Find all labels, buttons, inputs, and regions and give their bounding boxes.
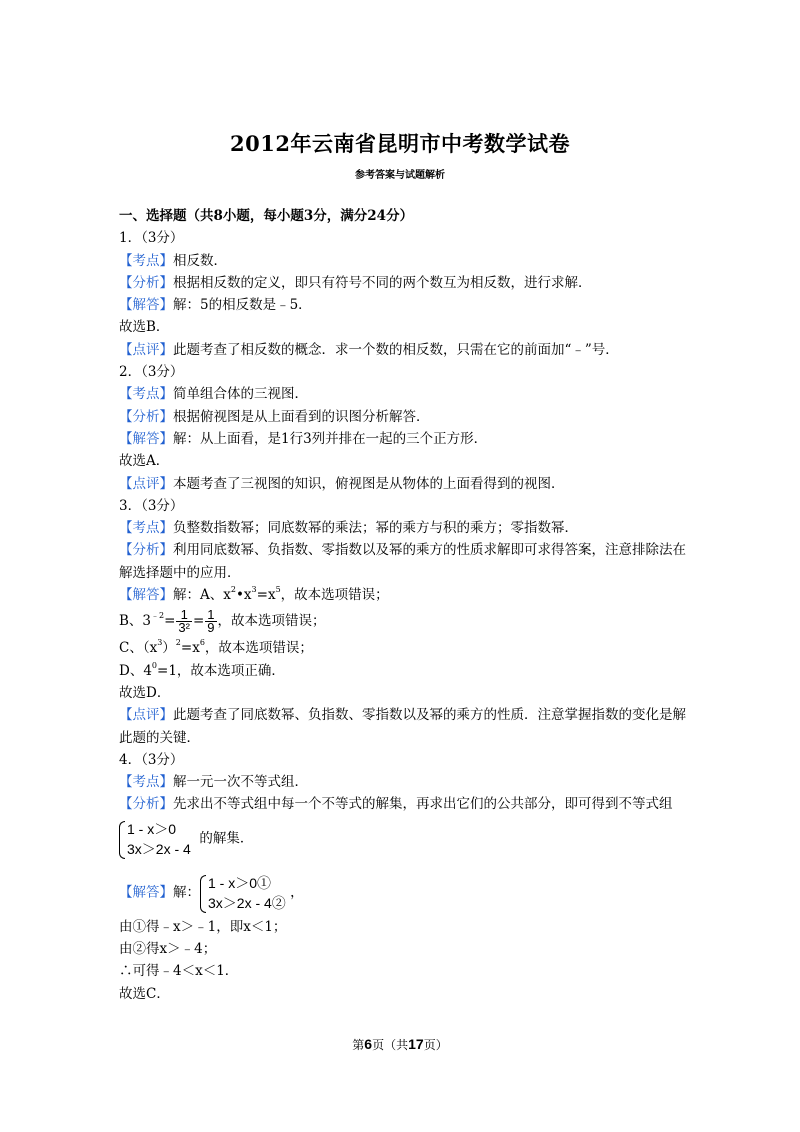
q4-jieda (119, 870, 694, 916)
page-total: 17 (408, 1036, 424, 1052)
q4-step-2: 由②得x＞﹣4； (119, 941, 217, 958)
q2-head: 2．（3分） (119, 364, 184, 381)
exponent: 3 (251, 585, 257, 595)
exponent: 2 (230, 585, 236, 595)
q2-kaodian (119, 383, 694, 405)
q3-jieda-a (119, 584, 694, 606)
section-heading: 一、选择题（共8小题，每小题3分，满分24分） (119, 208, 414, 224)
q4-fenxi-system (119, 816, 694, 862)
q2-kaodian-text: 简单组合体的三视图． (173, 386, 308, 403)
q3-a-text: 解：A、x (173, 587, 231, 604)
kaodian-label: 【考点】 (119, 252, 173, 269)
page-number: 6 (364, 1036, 373, 1052)
kaodian-label: 【考点】 (119, 520, 173, 537)
q3-d-text: D、4 (119, 662, 152, 679)
q4-kaodian (119, 771, 694, 793)
exponent: 5 (275, 585, 281, 595)
q4-jieda-text: ， (290, 884, 304, 901)
fenxi-label: 【分析】 (119, 408, 173, 425)
inequality-row: 1 - x＞0① (208, 874, 272, 891)
q2-dianping-text: 本题考查了三视图的知识，俯视图是从物体的上面看得到的视图． (173, 475, 565, 492)
q4-fenxi-suffix: 的解集． (199, 830, 254, 847)
exponent: ﹣2 (151, 611, 165, 621)
fraction-denominator: 3² (178, 620, 190, 636)
q3-c-text: =x (180, 640, 200, 657)
q4-kaodian-text: 解一元一次不等式组． (173, 774, 308, 791)
q1-answer: 故选B． (119, 319, 170, 336)
q1-jieda (119, 294, 694, 316)
q4-head: 4．（3分） (119, 751, 184, 768)
q3-a-text: =x (256, 587, 276, 604)
q4-step-1: 由①得﹣x＞﹣1，即x＜1； (119, 918, 287, 935)
inequality-row: 3x＞2x - 4② (208, 894, 286, 911)
q1-dianping (119, 339, 694, 361)
q3-b-text: ，故本选项错误； (217, 613, 326, 630)
q3-answer: 故选D． (119, 684, 171, 701)
q3-kaodian-text: 负整数指数幂；同底数幂的乘法；幂的乘方与积的乘方；零指数幂． (173, 520, 578, 537)
fraction-numerator: 1 (207, 607, 215, 623)
jieda-label: 【解答】 (119, 297, 173, 314)
q3-option-b (119, 606, 694, 637)
q3-fenxi-text: 利用同底数幂、负指数、零指数以及幂的乘方的性质求解即可求得答案，注意排除法在解选择题中的应用． (119, 542, 686, 581)
jieda-label: 【解答】 (119, 587, 173, 604)
exponent: 2 (175, 638, 181, 648)
equals-sign: = (164, 613, 176, 630)
document-body (119, 205, 694, 1005)
dianping-label: 【点评】 (119, 707, 173, 724)
dianping-label: 【点评】 (119, 341, 173, 358)
page-title: 2012年云南省昆明市中考数学试卷 (230, 131, 570, 156)
kaodian-label: 【考点】 (119, 386, 173, 403)
q3-option-d (119, 660, 694, 682)
footer-text: 页） (423, 1038, 448, 1052)
q3-d-text: =1，故本选项正确． (157, 662, 285, 679)
q2-answer: 故选A． (119, 453, 170, 470)
q3-a-text: ，故本选项错误； (280, 587, 389, 604)
jieda-label: 【解答】 (119, 884, 173, 901)
jieda-label: 【解答】 (119, 430, 173, 447)
q3-c-text: ，故本选项错误； (204, 640, 313, 657)
inequality-row: 3x＞2x - 4 (127, 840, 191, 857)
q1-kaodian (119, 250, 694, 272)
q3-kaodian (119, 517, 694, 539)
fraction-numerator: 1 (176, 609, 192, 622)
exponent: 0 (151, 660, 158, 670)
q3-c-text: C、（x (119, 640, 158, 657)
q1-head: 1．（3分） (119, 230, 184, 247)
q4-answer: 故选C． (119, 985, 170, 1002)
fraction (205, 609, 216, 634)
q4-jieda-text: 解： (173, 884, 200, 901)
q3-a-text: •x (235, 587, 252, 604)
q3-option-c (119, 637, 694, 659)
fenxi-label: 【分析】 (119, 796, 173, 813)
q3-dianping-text: 此题考查了同底数幂、负指数、零指数以及幂的乘方的性质．注意掌握指数的变化是解此题的关键． (119, 707, 686, 746)
fraction (176, 609, 192, 634)
exponent: 6 (199, 638, 205, 648)
q2-jieda (119, 428, 694, 450)
fenxi-label: 【分析】 (119, 274, 173, 291)
fenxi-label: 【分析】 (119, 542, 173, 559)
q3-c-text: ） (162, 640, 176, 657)
page-subtitle: 参考答案与试题解析 (355, 170, 445, 181)
fraction-denominator: 9 (207, 620, 215, 636)
q3-b-text: B、3 (119, 613, 152, 630)
footer-text: 第 (352, 1038, 365, 1052)
q4-fenxi-text: 先求出不等式组中每一个不等式的解集，再求出它们的公共部分，即可得到不等式组 (173, 796, 673, 813)
q3-fenxi (119, 539, 694, 584)
q1-fenxi-text: 根据相反数的定义，即只有符号不同的两个数互为相反数，进行求解． (173, 274, 592, 291)
inequality-row: 1 - x＞0 (127, 820, 177, 837)
left-brace (119, 821, 125, 859)
q4-step-3: ∴可得﹣4＜x＜1． (119, 963, 239, 980)
equals-sign: = (192, 613, 205, 630)
exponent: 3 (157, 638, 163, 648)
q1-dianping-text: 此题考查了相反数的概念．求一个数的相反数，只需在它的前面加“﹣”号． (173, 341, 619, 358)
q2-fenxi-text: 根据俯视图是从上面看到的识图分析解答． (173, 408, 430, 425)
q1-jieda-text: 解：5的相反数是﹣5． (173, 297, 312, 314)
q2-jieda-text: 解：从上面看，是1行3列并排在一起的三个正方形． (173, 430, 488, 447)
inequality-system (119, 819, 191, 859)
left-brace (200, 875, 206, 913)
q2-dianping (119, 473, 694, 495)
inequality-system (200, 873, 286, 913)
kaodian-label: 【考点】 (119, 774, 173, 791)
footer-text: 页（共 (372, 1038, 409, 1052)
q3-dianping (119, 704, 694, 749)
q1-kaodian-text: 相反数． (173, 252, 227, 269)
q2-fenxi (119, 406, 694, 428)
q4-fenxi (119, 793, 694, 815)
page-footer (0, 1036, 800, 1053)
q3-head: 3．（3分） (119, 497, 184, 514)
dianping-label: 【点评】 (119, 475, 173, 492)
q1-fenxi (119, 272, 694, 294)
